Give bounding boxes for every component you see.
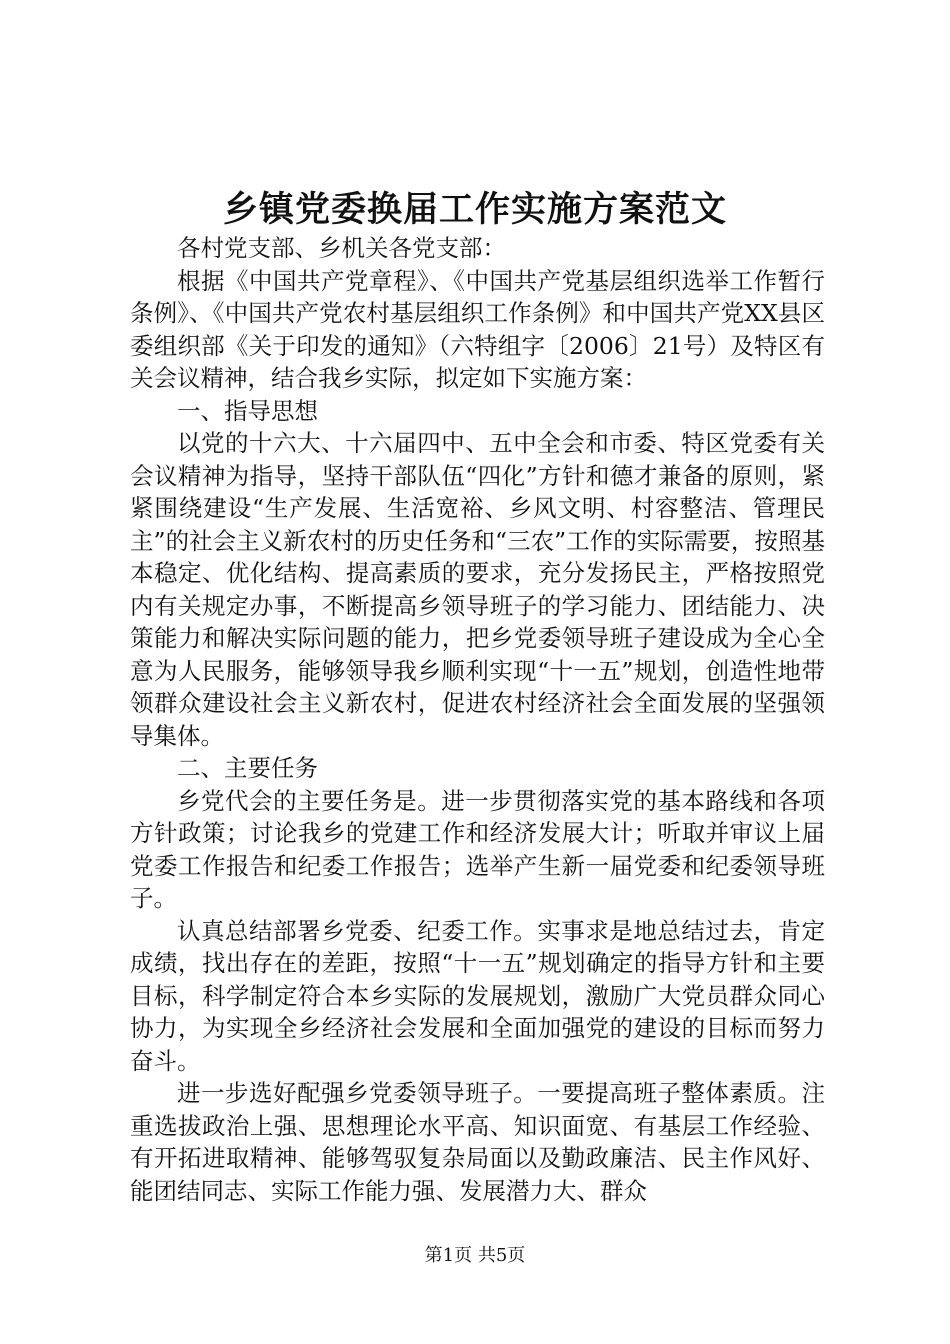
section-heading-guiding-ideology: 一、指导思想	[177, 396, 318, 425]
paragraph-main-tasks: 乡党代会的主要任务是。进一步贯彻落实党的基本路线和各项方针政策；讨论我乡的党建工作和经济发展大计；听取并审议上届党委工作报告和纪委工作报告；选举产生新一届党委和纪委领导班子。	[130, 786, 825, 912]
section-heading-main-tasks: 二、主要任务	[177, 754, 318, 782]
paragraph-basis: 根据《中国共产党章程》、《中国共产党基层组织选举工作暂行条例》、《中国共产党农村基层组织工作条例》和中国共产党XX县区委组织部《关于印发的通知》（六特组字〔2006〕21号）及特区有关会议精神，结合我乡实际，拟定如下实施方案：	[130, 266, 825, 392]
document-title: 乡镇党委换届工作实施方案范文	[222, 189, 727, 230]
paragraph-guiding-ideology: 以党的十六大、十六届四中、五中全会和市委、特区党委有关会议精神为指导，坚持干部队伍“四化”方针和德才兼备的原则，紧紧围绕建设“生产发展、生活宽裕、乡风文明、村容整洁、管理民主”的社会主义新农村的历史任务和“三农”工作的实际需要，按照基本稳定、优化结构、提高素质的要求，充分发扬民主，严格按照党内有关规定办事，不断提高乡领导班子的学习能力、团结能力、决策能力和解决实际问题的能力，把乡党委领导班子建设成为全心全意为人民服务，能够领导我乡顺利实现“十一五”规划，创造性地带领群众建设社会主义新农村，促进农村经济社会全面发展的坚强领导集体。	[130, 429, 825, 750]
page-number: 第1页 共5页	[424, 1245, 526, 1266]
paragraph-summary-work: 认真总结部署乡党委、纪委工作。实事求是地总结过去，肯定成绩，找出存在的差距，按照“十一五”规划确定的指导方针和主要目标，科学制定符合本乡实际的发展规划，激励广大党员群众同心协力，为实现全乡经济社会发展和全面加强党的建设的目标而努力奋斗。	[130, 916, 825, 1075]
paragraph-leadership: 进一步选好配强乡党委领导班子。一要提高班子整体素质。注重选拔政治上强、思想理论水平高、知识面宽、有基层工作经验、有开拓进取精神、能够驾驭复杂局面以及勤政廉洁、民主作风好、能团结同志、实际工作能力强、发展潜力大、群众	[130, 1079, 825, 1205]
document-body	[130, 232, 825, 1207]
salutation: 各村党支部、乡机关各党支部：	[177, 234, 506, 262]
